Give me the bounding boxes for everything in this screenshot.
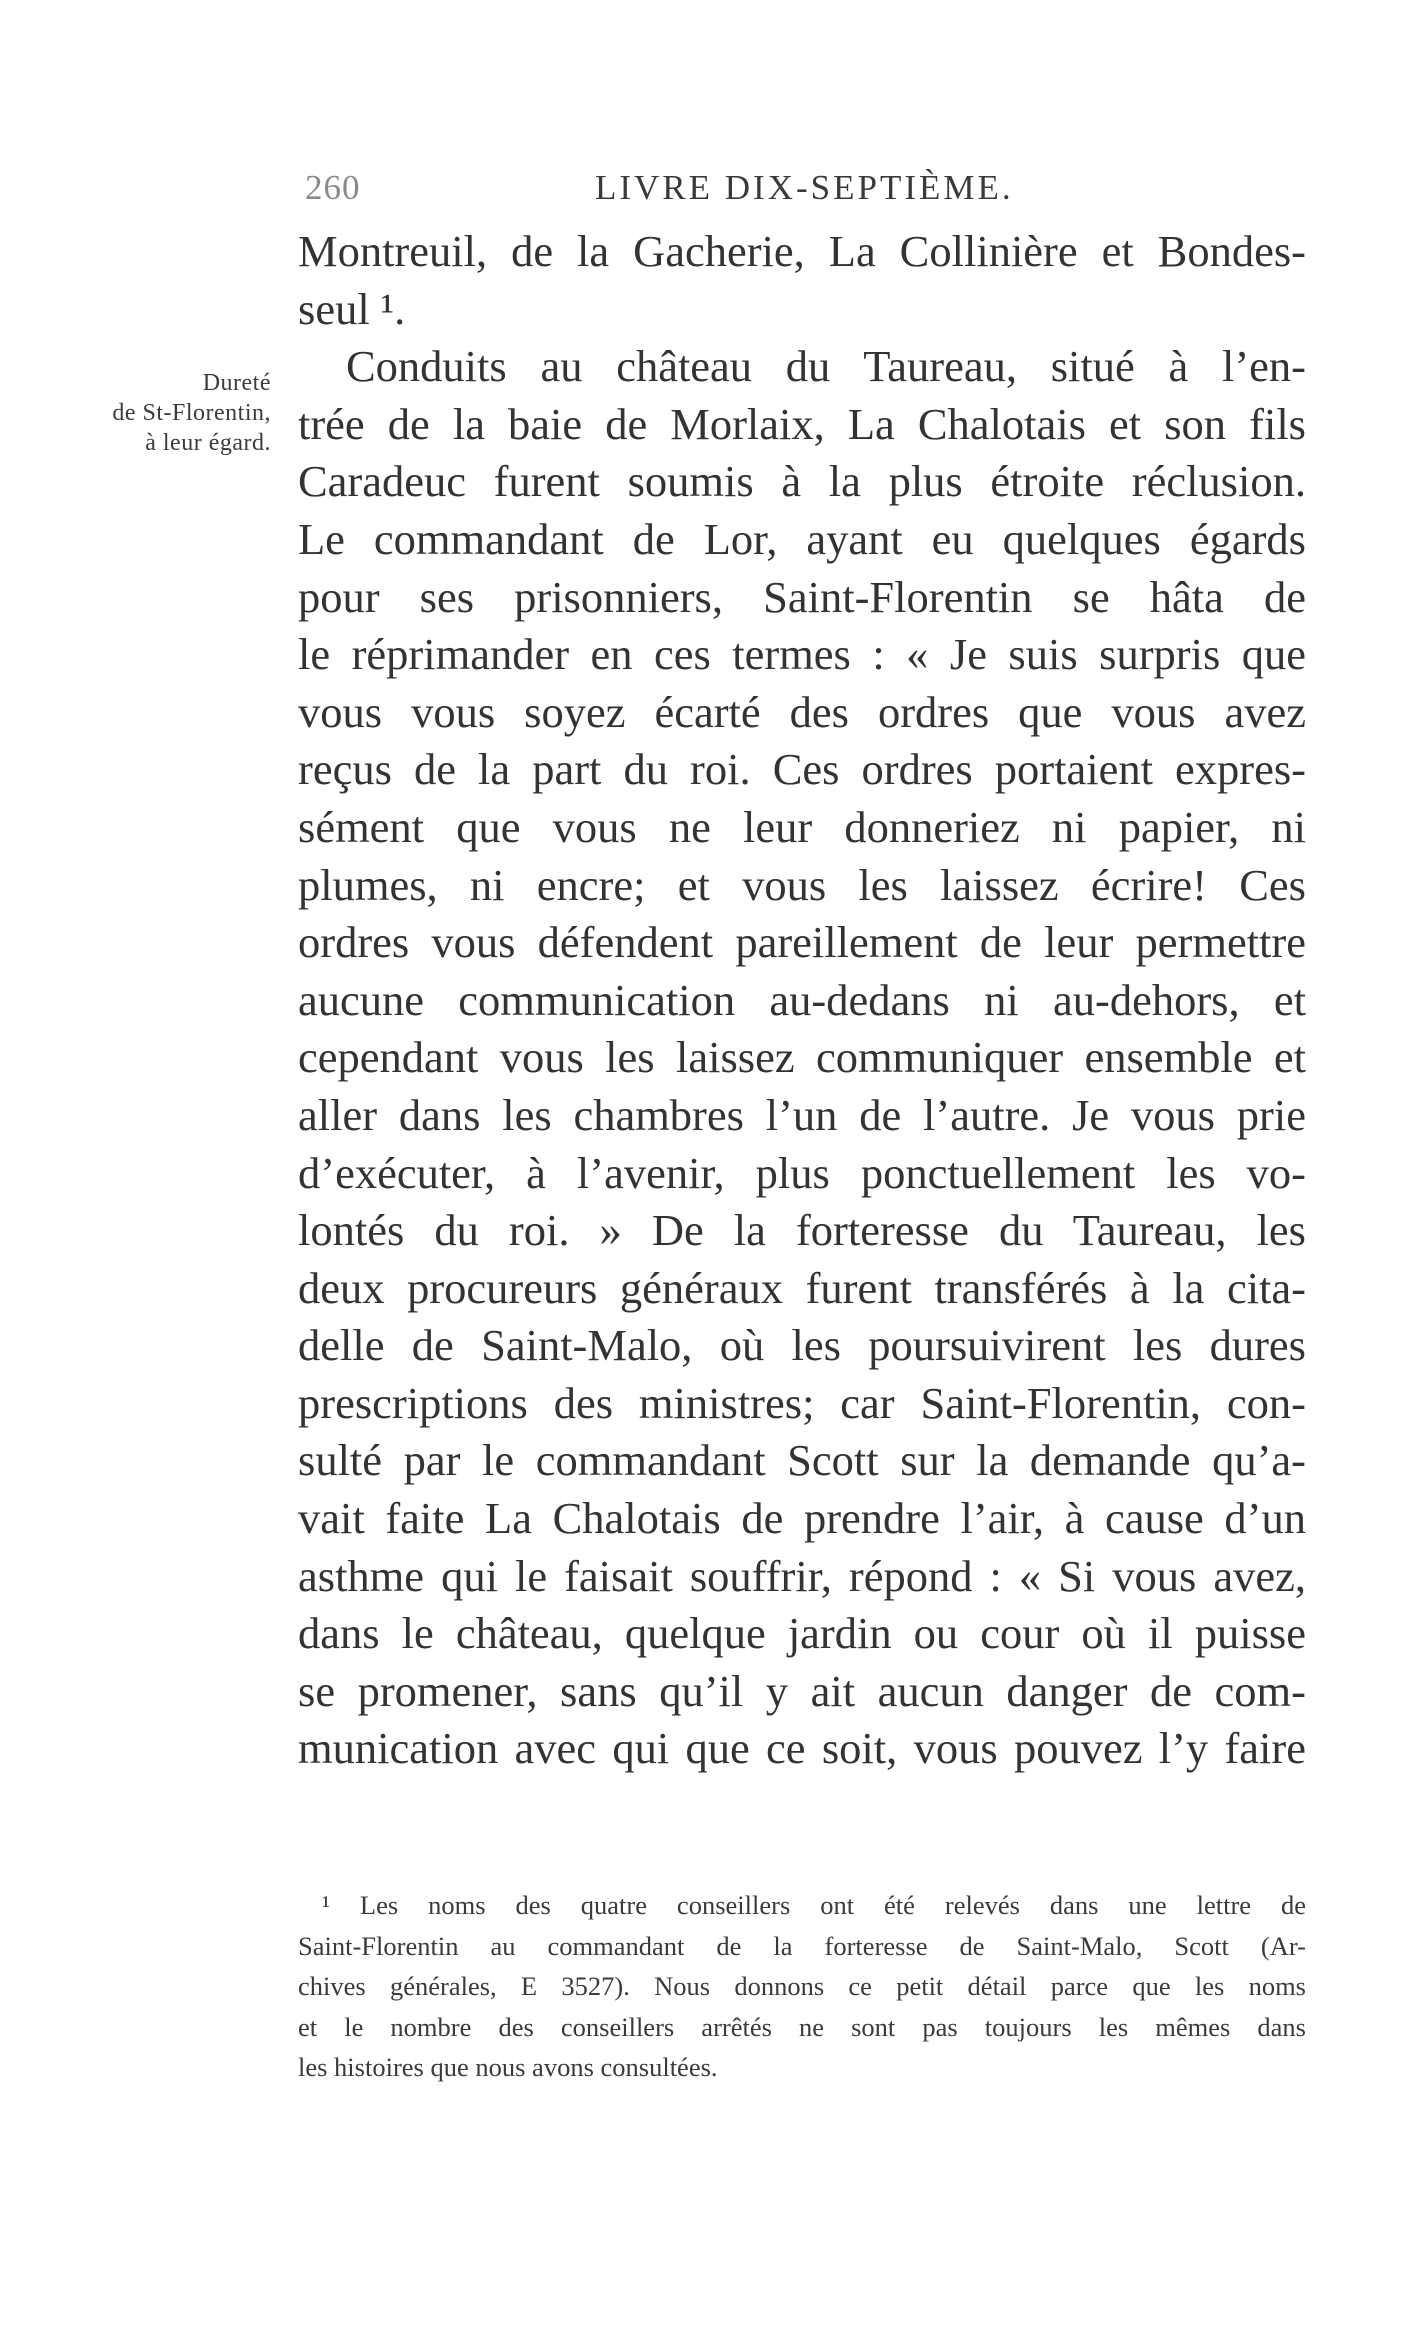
text-line: le réprimander en ces termes : « Je suis surpris que [298,629,1306,680]
text-line: plumes, ni encre; et vous les laissez écrire! Ces [298,859,1306,910]
footnote-line: les histoires que nous avons consultées. [298,2052,718,2082]
running-head [295,168,1305,208]
text-line: sulté par le commandant Scott sur la demande qu’a- [298,1435,1306,1486]
text-line: ordres vous défendent pareillement de leur permettre [298,917,1306,968]
margin-note-line: de St-Florentin, [112,400,271,426]
text-line: d’exécuter, à l’avenir, plus ponctuellement les vo- [298,1147,1306,1198]
text-line: pour ses prisonniers, Saint-Florentin se hâta de [298,571,1306,622]
margin-note-line: à leur égard. [145,430,271,456]
text-line: asthme qui le faisait souffrir, répond : « Si vous avez, [298,1550,1306,1601]
body-text [298,223,1306,1778]
footnotes [298,1885,1306,2088]
text-line: dans le château, quelque jardin ou cour où il puisse [298,1608,1306,1659]
text-line: seul ¹. [298,283,406,334]
margin-note-line: Dureté [202,370,271,396]
text-line: delle de Saint-Malo, où les poursuivirent les dures [298,1320,1306,1371]
text-line: reçus de la part du roi. Ces ordres portaient expres- [298,744,1306,795]
text-line: aller dans les chambres l’un de l’autre. Je vous prie [298,1089,1306,1140]
text-line: cependant vous les laissez communiquer ensemble et [298,1032,1306,1083]
footnote-line: ¹ Les noms des quatre conseillers ont été relevés dans une lettre de [322,1890,1306,1920]
footnote-line: et le nombre des conseillers arrêtés ne sont pas toujours les mêmes dans [298,2011,1306,2042]
text-line: Montreuil, de la Gacherie, La Collinière et Bondes- [298,226,1306,276]
text-line: deux procureurs généraux furent transférés à la cita- [298,1262,1306,1313]
text-line: prescriptions des ministres; car Saint-Florentin, con- [298,1377,1306,1428]
page-number: 260 [305,168,361,207]
text-line: Caradeuc furent soumis à la plus étroite réclusion. [298,456,1306,507]
text-line: vait faite La Chalotais de prendre l’air, à cause d’un [298,1493,1306,1544]
text-line: vous vous soyez écarté des ordres que vous avez [298,686,1306,737]
text-line: trée de la baie de Morlaix, La Chalotais et son fils [298,398,1306,449]
running-title: LIVRE DIX-SEPTIÈME. [595,168,1014,207]
text-line: aucune communication au-dedans ni au-dehors, et [298,974,1306,1025]
footnote-line: chives générales, E 3527). Nous donnons ce petit détail parce que les noms [298,1971,1306,2001]
text-line: Le commandant de Lor, ayant eu quelques égards [298,513,1306,564]
text-line: lontés du roi. » De la forteresse du Taureau, les [298,1205,1306,1256]
text-line: munication avec qui que ce soit, vous pouvez l’y faire [298,1723,1306,1774]
margin-note [76,368,271,458]
text-line: se promener, sans qu’il y ait aucun danger de com- [298,1665,1306,1716]
text-line: Conduits au château du Taureau, situé à l’en- [346,341,1306,392]
text-line: sément que vous ne leur donneriez ni papier, ni [298,801,1306,852]
footnote-line: Saint-Florentin au commandant de la forteresse de Saint-Malo, Scott (Ar- [298,1930,1306,1961]
